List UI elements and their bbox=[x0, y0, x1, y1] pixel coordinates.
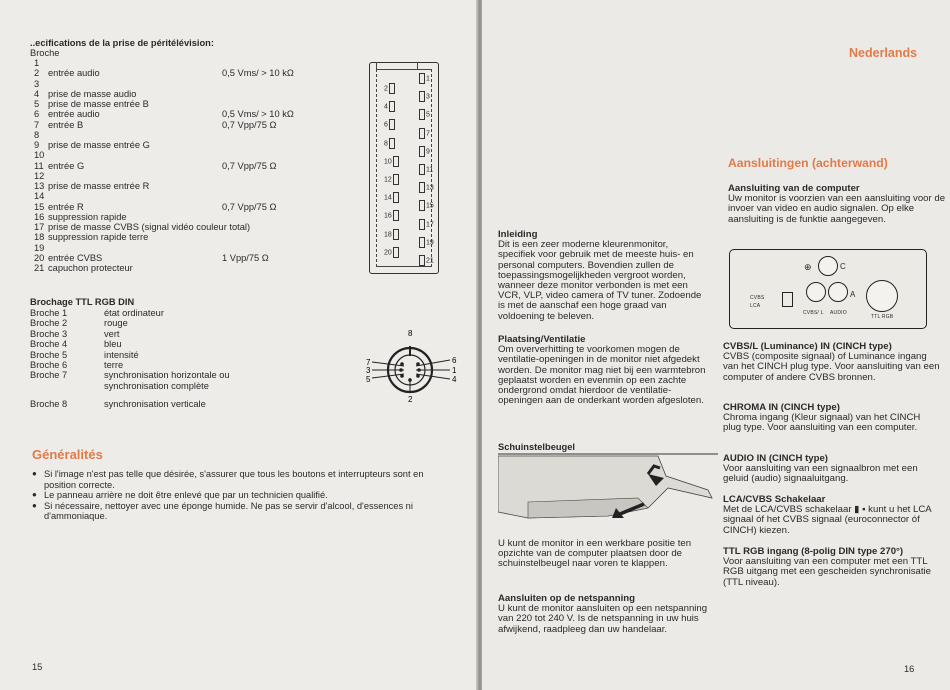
computer-text: Uw monitor is voorzien van een aansluiting voor de invoer van video en audio signalen. Op elke aansluiting is de funktie aangegeven. bbox=[728, 193, 946, 225]
scart-pin-left bbox=[384, 247, 400, 258]
scart-pin-label: 5 bbox=[426, 111, 430, 119]
scart-pin-left bbox=[384, 174, 400, 185]
scart-pin-label: 3 bbox=[426, 93, 430, 101]
intro-heading: Inleiding bbox=[498, 229, 538, 240]
cvbs-jack bbox=[806, 282, 826, 302]
ttl-pin-label: Broche 7 bbox=[30, 370, 68, 381]
scart-pin-right bbox=[418, 109, 430, 120]
ttl-section bbox=[723, 547, 941, 588]
panel-label-cvbs-l: CVBS/ L bbox=[803, 310, 824, 316]
ttl-pin-label: Broche 3 bbox=[30, 328, 68, 339]
scart-pin-left bbox=[384, 138, 396, 149]
ttl-pin-desc: synchronisation verticale bbox=[104, 399, 206, 410]
stand-heading: Schuinstelbeugel bbox=[498, 442, 575, 452]
scart-pin-number: 8 bbox=[34, 129, 40, 140]
lca-section bbox=[723, 495, 941, 536]
scart-pin-left bbox=[384, 101, 396, 112]
din-pin-right-bot: 4 bbox=[452, 375, 457, 384]
pin-contact-icon bbox=[393, 210, 399, 221]
right-page bbox=[482, 0, 950, 690]
ttl-pin-label: Broche 8 bbox=[30, 399, 68, 410]
scart-pin-number: 4 bbox=[34, 88, 40, 99]
scart-pin-label: 13 bbox=[426, 184, 434, 192]
lca-cvbs-switch bbox=[782, 292, 793, 307]
scart-pin-right bbox=[418, 182, 434, 193]
cvbs-section bbox=[723, 342, 941, 383]
scart-pin-value: 0,7 Vpp/75 Ω bbox=[222, 201, 277, 212]
scart-pin-label: 4 bbox=[384, 103, 388, 111]
scart-pin-left bbox=[384, 156, 400, 167]
pin-contact-icon bbox=[389, 83, 395, 94]
generalites-item: ● Si nécessaire, nettoyer avec une éponge humide. Ne pas se servir d'alcool, d'essences ni d'ammoniaque. bbox=[32, 501, 452, 522]
scart-pin-value: 0,5 Vms/ > 10 kΩ bbox=[222, 109, 294, 120]
scart-pin-left bbox=[384, 83, 396, 94]
pin-contact-icon bbox=[419, 164, 425, 175]
chroma-jack bbox=[818, 256, 838, 276]
scart-pin-name: entrée R bbox=[48, 201, 84, 212]
ttl-rgb-jack bbox=[866, 280, 898, 312]
scart-pin-number: 14 bbox=[34, 191, 45, 202]
pin-contact-icon bbox=[419, 146, 425, 157]
scart-pin-left bbox=[384, 210, 400, 221]
power-section bbox=[498, 594, 708, 635]
din-connector-diagram bbox=[364, 326, 460, 410]
scart-pin-name: entrée audio bbox=[48, 109, 100, 120]
pin-contact-icon bbox=[389, 138, 395, 149]
ttl-pin-label: Broche 1 bbox=[30, 308, 68, 318]
ventilation-heading: Plaatsing/Ventilatie bbox=[498, 334, 586, 345]
stand-text: U kunt de monitor in een werkbare positie ten opzichte van de computer plaatsen door de schuinstelbeugel naar voren te klappen. bbox=[498, 538, 692, 570]
panel-label-c: C bbox=[840, 262, 846, 271]
generalites-list bbox=[32, 469, 452, 522]
ttl-pin-desc: vert bbox=[104, 328, 120, 339]
pin-contact-icon bbox=[393, 174, 399, 185]
cvbs-text: CVBS (composite signaal) of Luminance ingang van het CINCH plug type. Voor aansluiting van een computer of andere CVBS bronnen. bbox=[723, 351, 940, 383]
scart-pin-value: 0,7 Vpp/75 Ω bbox=[222, 119, 277, 130]
pin-contact-icon bbox=[419, 73, 425, 84]
pin-contact-icon bbox=[419, 109, 425, 120]
scart-pin-number: 15 bbox=[34, 201, 45, 212]
scart-pin-number: 21 bbox=[34, 263, 45, 273]
broche-label: Broche bbox=[30, 48, 60, 58]
ttl-pin-label: Broche 5 bbox=[30, 349, 68, 360]
scart-pin-number: 7 bbox=[34, 119, 40, 130]
chroma-section bbox=[723, 403, 941, 434]
ttl-pin-desc: état ordinateur bbox=[104, 308, 164, 318]
scart-pin-label: 8 bbox=[384, 139, 388, 147]
pin-contact-icon bbox=[419, 128, 425, 139]
scart-pin-number: 18 bbox=[34, 232, 45, 243]
scart-pin-left bbox=[384, 229, 400, 240]
scart-pin-name: capuchon protecteur bbox=[48, 263, 133, 273]
ttl-rgb-din-heading: Brochage TTL RGB DIN bbox=[30, 297, 135, 307]
scart-pin-label: 12 bbox=[384, 176, 392, 184]
din-pin-left-mid: 3 bbox=[366, 366, 371, 375]
scart-pin-right bbox=[418, 73, 430, 84]
rear-panel-diagram bbox=[729, 249, 927, 329]
ttl-pin-desc: synchronisation horizontale ou bbox=[104, 370, 230, 381]
computer-section bbox=[728, 184, 948, 225]
scart-pin-label: 20 bbox=[384, 249, 392, 257]
ventilation-section bbox=[498, 335, 708, 406]
ttl-pin-desc: intensité bbox=[104, 349, 139, 360]
scart-pin-name: entrée G bbox=[48, 160, 85, 171]
din-pin-top: 8 bbox=[408, 329, 413, 338]
intro-text: Dit is een zeer moderne kleurenmonitor, specifiek voor gebruik met de meeste huis- en personal computers. Bovendien zullen de toepassingsmogelijkheden vergroot worden, wanneer deze monitor verbonden is met een VCR, VLP, video camera of TV tuner. Zodoende is met de aanschaf een hoge graad van voldoening te beleven. bbox=[498, 239, 702, 322]
scart-pin-number: 19 bbox=[34, 242, 45, 253]
scart-pin-label: 19 bbox=[426, 239, 434, 247]
din-pin-left-top: 7 bbox=[366, 358, 371, 367]
scart-pin-name: prise de masse entrée R bbox=[48, 181, 150, 191]
pin-contact-icon bbox=[419, 219, 425, 230]
ttl-pin-label: Broche 6 bbox=[30, 360, 68, 370]
scart-pin-right bbox=[418, 91, 430, 102]
ttl-pin-desc: bleu bbox=[104, 339, 122, 350]
audio-text: Voor aansluiting van een signaalbron met een geluid (audio) signaaluitgang. bbox=[723, 463, 918, 485]
scart-pin-number: 6 bbox=[34, 109, 40, 120]
audio-jack bbox=[828, 282, 848, 302]
scart-pin-value: 1 Vpp/75 Ω bbox=[222, 252, 269, 263]
scart-pin-left bbox=[384, 119, 396, 130]
scart-pin-number: 20 bbox=[34, 252, 45, 263]
scart-pin-number: 2 bbox=[34, 68, 40, 79]
scart-pin-right bbox=[418, 237, 434, 248]
scart-pin-label: 17 bbox=[426, 220, 434, 228]
page-number-right: 16 bbox=[904, 664, 915, 674]
pin-contact-icon bbox=[419, 182, 425, 193]
scart-pin-label: 14 bbox=[384, 194, 392, 202]
scart-spec-heading: ..ecifications de la prise de péritélévision: bbox=[30, 38, 214, 48]
scart-pin-label: 2 bbox=[384, 85, 388, 93]
scart-pin-number: 10 bbox=[34, 150, 45, 161]
scart-pin-number: 16 bbox=[34, 211, 45, 222]
scart-pin-number: 9 bbox=[34, 140, 40, 150]
scart-pin-right bbox=[418, 255, 434, 266]
pin-contact-icon bbox=[393, 247, 399, 258]
lca-text: Met de LCA/CVBS schakelaar ▮ ▪ kunt u het LCA signaal óf het CVBS signaal (euroconnector óf CINCH) kiezen. bbox=[723, 504, 932, 536]
scart-pin-label: 16 bbox=[384, 212, 392, 220]
pin-contact-icon bbox=[393, 192, 399, 203]
scart-pin-right bbox=[418, 200, 434, 211]
din-pin-right-top: 6 bbox=[452, 356, 457, 365]
panel-label-ttl: TTL RGB bbox=[871, 314, 894, 320]
scart-pin-name: prise de masse audio bbox=[48, 88, 137, 99]
scart-pin-label: 15 bbox=[426, 202, 434, 210]
ttl-pin-label: Broche 4 bbox=[30, 339, 68, 350]
connections-title: Aansluitingen (achterwand) bbox=[728, 156, 888, 170]
page-number-left: 15 bbox=[32, 662, 43, 672]
power-heading: Aansluiten op de netspanning bbox=[498, 593, 635, 604]
pin-contact-icon bbox=[389, 119, 395, 130]
chroma-heading: CHROMA IN (CINCH type) bbox=[723, 402, 840, 413]
scart-pin-right bbox=[418, 128, 430, 139]
pin-contact-icon bbox=[419, 237, 425, 248]
generalites-title: Généralités bbox=[32, 447, 103, 462]
scart-pin-label: 10 bbox=[384, 158, 392, 166]
ttl-text: Voor aansluiting van een computer met een TTL RGB uitgang met een gescheiden synchronisatie (TTL niveau). bbox=[723, 556, 931, 588]
panel-label-a: A bbox=[850, 290, 856, 299]
scart-pin-number: 13 bbox=[34, 181, 45, 191]
ttl-pin-desc: synchronisation complète bbox=[104, 380, 209, 391]
din-pin-left-bot: 5 bbox=[366, 375, 371, 384]
tilt-stand-illustration bbox=[498, 452, 718, 530]
din-pin-bottom: 2 bbox=[408, 395, 413, 404]
scart-pin-value: 0,5 Vms/ > 10 kΩ bbox=[222, 68, 294, 79]
scart-pin-name: suppression rapide terre bbox=[48, 232, 149, 243]
audio-section bbox=[723, 454, 941, 485]
audio-heading: AUDIO IN (CINCH type) bbox=[723, 453, 828, 464]
scart-pin-name: prise de masse entrée G bbox=[48, 140, 150, 150]
scart-pin-number: 3 bbox=[34, 78, 40, 89]
ttl-pin-desc: rouge bbox=[104, 318, 128, 329]
scart-pin-number: 11 bbox=[34, 160, 44, 171]
lca-heading: LCA/CVBS Schakelaar bbox=[723, 494, 826, 505]
scart-pin-value: 0,7 Vpp/75 Ω bbox=[222, 160, 277, 171]
scart-pin-label: 9 bbox=[426, 148, 430, 156]
scart-pin-name: entrée audio bbox=[48, 68, 100, 79]
scart-pin-label: 21 bbox=[426, 257, 434, 265]
power-text: U kunt de monitor aansluiten op een netspanning van 220 tot 240 V. Is de netspanning in uw huis afwijkend, raadpleeg dan uw handelaar. bbox=[498, 603, 708, 635]
language-title: Nederlands bbox=[849, 46, 918, 60]
ttl-pin-desc: terre bbox=[104, 360, 124, 370]
scart-pin-right bbox=[418, 219, 434, 230]
panel-label-lca: LCA bbox=[750, 303, 761, 309]
pin-contact-icon bbox=[419, 255, 425, 266]
scart-pin-left bbox=[384, 192, 400, 203]
scart-pin-label: 7 bbox=[426, 129, 430, 137]
computer-heading: Aansluiting van de computer bbox=[728, 183, 860, 194]
pin-contact-icon bbox=[393, 229, 399, 240]
intro-section bbox=[498, 230, 708, 322]
ttl-pin-label: Broche 2 bbox=[30, 318, 68, 329]
ventilation-text: Om oververhitting te voorkomen mogen de ventilatie-openingen in de monitor niet afgedekt worden. De monitor mag niet bij een warmtebron geplaatst worden en evenmin op een zachte ondergrond omdat hierdoor de ventilatie-openingen aan de onderkant worden afgesloten. bbox=[498, 344, 706, 407]
scart-pin-label: 18 bbox=[384, 230, 392, 238]
generalites-item: ● Le panneau arrière ne doit être enlevé que par un technicien qualifié. bbox=[32, 490, 452, 501]
scart-pin-number: 1 bbox=[34, 58, 40, 68]
scart-pin-label: 1 bbox=[426, 75, 430, 83]
scart-pin-name: suppression rapide bbox=[48, 211, 127, 222]
panel-label-audio: AUDIO bbox=[830, 310, 847, 316]
din-pin-right-mid: 1 bbox=[452, 366, 457, 375]
chroma-plus-icon: ⊕ bbox=[804, 262, 812, 272]
scart-pin-name: entrée CVBS bbox=[48, 252, 103, 263]
pin-contact-icon bbox=[419, 91, 425, 102]
scart-pin-right bbox=[418, 146, 430, 157]
scart-pin-number: 5 bbox=[34, 99, 40, 109]
scart-pin-right bbox=[418, 164, 433, 175]
cvbs-heading: CVBS/L (Luminance) IN (CINCH type) bbox=[723, 341, 892, 352]
pin-contact-icon bbox=[389, 101, 395, 112]
scart-pin-label: 6 bbox=[384, 121, 388, 129]
scart-pin-name: prise de masse CVBS (signal vidéo couleur total) bbox=[48, 222, 251, 232]
generalites-item: ● Si l'image n'est pas telle que désirée, s'assurer que tous les boutons et interrupteurs sont en position correcte. bbox=[32, 469, 452, 490]
scart-pin-name: prise de masse entrée B bbox=[48, 99, 149, 109]
scart-pin-label: 11 bbox=[426, 166, 434, 174]
scart-pin-name: entrée B bbox=[48, 119, 84, 130]
panel-label-cvbs: CVBS bbox=[750, 295, 765, 301]
pin-contact-icon bbox=[419, 200, 425, 211]
pin-contact-icon bbox=[393, 156, 399, 167]
scart-connector-diagram bbox=[369, 62, 439, 274]
ttl-heading: TTL RGB ingang (8-polig DIN type 270°) bbox=[723, 546, 904, 557]
scart-pin-number: 17 bbox=[34, 222, 45, 232]
scart-pin-number: 12 bbox=[34, 170, 45, 181]
chroma-text: Chroma ingang (Kleur signaal) van het CINCH plug type. Voor aansluiting van een computer. bbox=[723, 412, 921, 434]
